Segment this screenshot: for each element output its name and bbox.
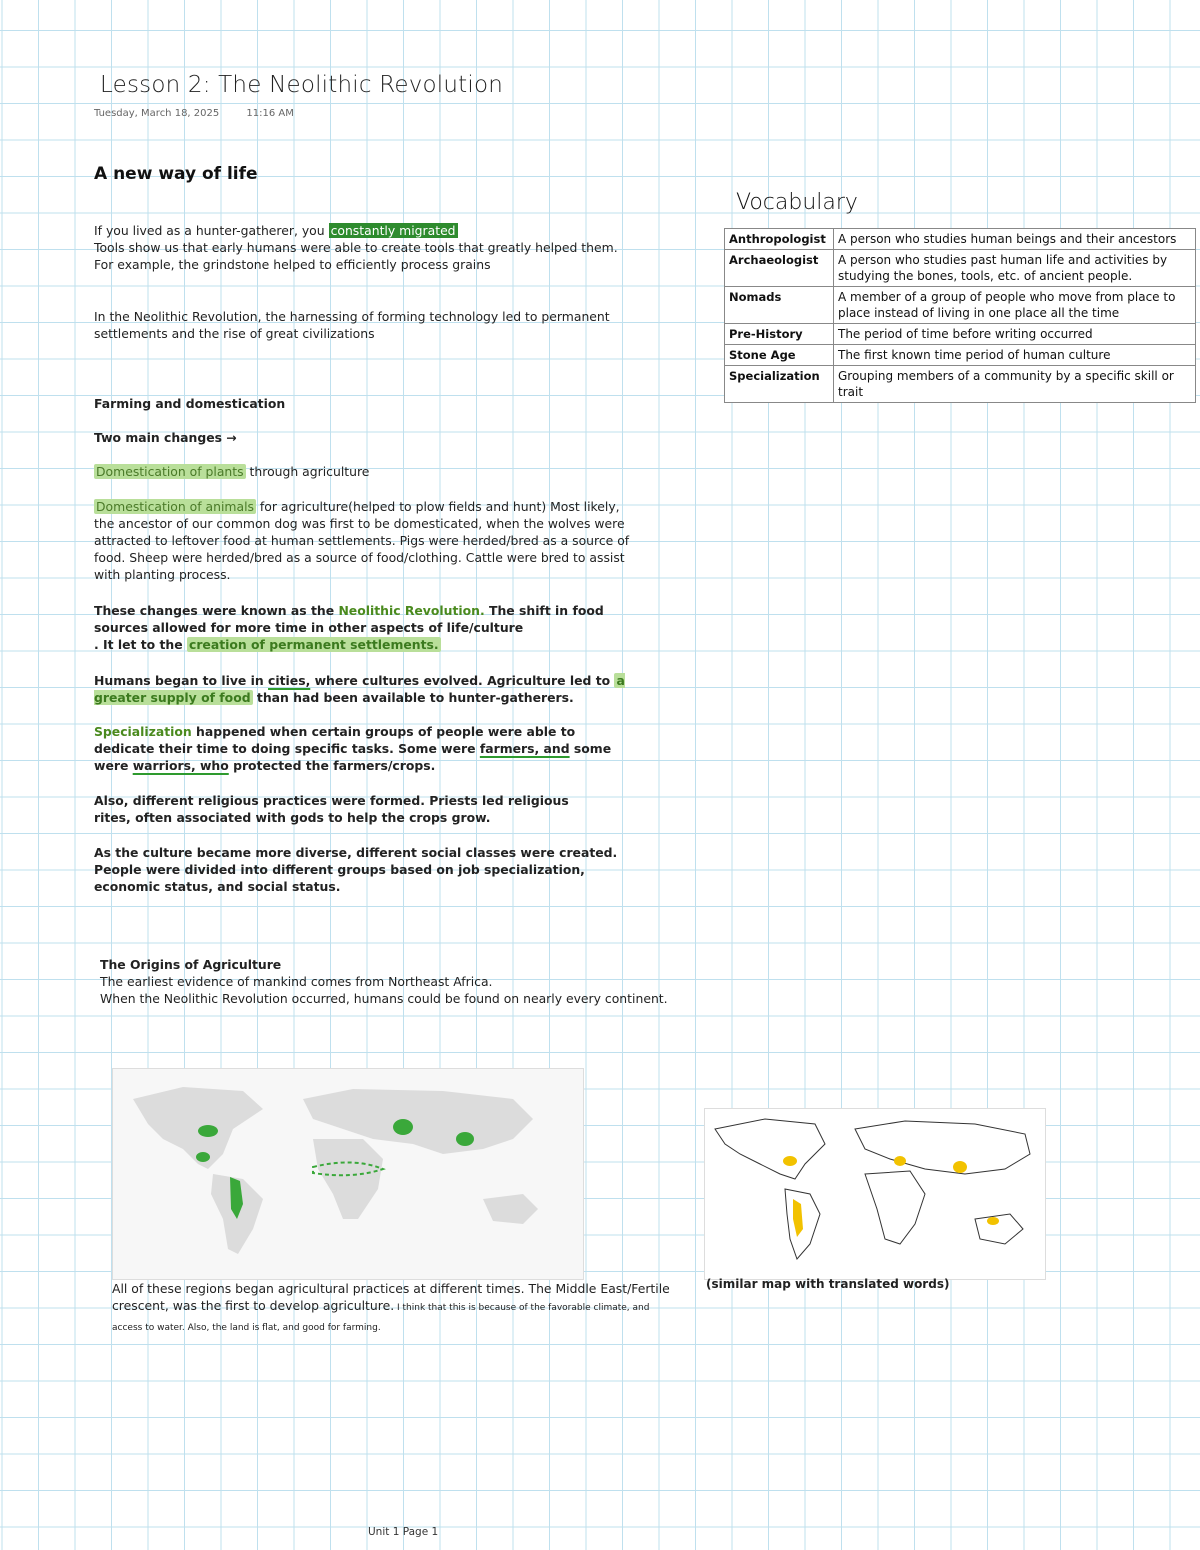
change-plants-rest: through agriculture bbox=[245, 464, 370, 479]
highlight-greater-supply: a greater supply of food bbox=[94, 673, 625, 705]
p2-b: where cultures evolved. Agriculture led to bbox=[310, 673, 615, 688]
p1-b: The shift in food sources allowed for more time in other aspects of life/culture bbox=[94, 603, 604, 635]
map-region-china bbox=[456, 1132, 474, 1146]
highlight-domestication-plants: Domestication of plants bbox=[96, 464, 244, 479]
origins-line-2: When the Neolithic Revolution occurred, humans could be found on nearly every continent. bbox=[100, 991, 668, 1006]
vocab-term: Pre-History bbox=[725, 324, 834, 345]
map-region-mesoamerica bbox=[196, 1152, 210, 1162]
cities-paragraph bbox=[94, 672, 644, 706]
intro-paragraph-2: In the Neolithic Revolution, the harnessing of forming technology led to permanent settlements and the rise of great civilizations bbox=[94, 309, 610, 341]
p2-a: Humans began to live in bbox=[94, 673, 269, 688]
p3-c: protected the farmers/crops. bbox=[228, 758, 436, 773]
change-plants bbox=[94, 463, 369, 480]
vocab-row bbox=[725, 366, 1196, 403]
cities-word: cities, bbox=[268, 673, 311, 688]
map2-region-andes bbox=[793, 1199, 803, 1237]
highlight-permanent-settlements: creation of permanent settlements. bbox=[188, 637, 439, 652]
vocab-term: Nomads bbox=[725, 287, 834, 324]
map-caption-small: I think that this is because of the favorable climate, and access to water. Also, the land is flat, and good for farming. bbox=[112, 1303, 650, 1333]
map-caption-main: All of these regions began agricultural practices at different times. The Middle East/Fertile crescent, was the first to develop agriculture. bbox=[112, 1281, 670, 1313]
origins-block bbox=[100, 956, 720, 1007]
intro-line-3: For example, the grindstone helped to efficiently process grains bbox=[94, 257, 491, 272]
vocabulary-title: Vocabulary bbox=[736, 190, 858, 215]
vocab-definition: The first known time period of human culture bbox=[834, 345, 1196, 366]
agriculture-origins-map bbox=[112, 1068, 584, 1280]
highlight-domestication-animals: Domestication of animals bbox=[96, 499, 254, 514]
vocab-term: Archaeologist bbox=[725, 250, 834, 287]
two-main-changes: Two main changes → bbox=[94, 430, 237, 445]
map2-region-north-america bbox=[783, 1156, 797, 1166]
vocabulary-table bbox=[724, 228, 1196, 403]
vocab-term: Anthropologist bbox=[725, 229, 834, 250]
map-region-north-america bbox=[198, 1125, 218, 1137]
vocab-row bbox=[725, 229, 1196, 250]
world-map-yellow-regions bbox=[705, 1109, 1045, 1279]
world-map-green-regions bbox=[113, 1069, 583, 1279]
translated-agriculture-map bbox=[704, 1108, 1046, 1280]
section-heading-new-way: A new way of life bbox=[94, 164, 258, 184]
p2-c: than had been available to hunter-gatherers. bbox=[252, 690, 574, 705]
intro-line-1 bbox=[94, 222, 654, 239]
vocab-definition: Grouping members of a community by a specific skill or trait bbox=[834, 366, 1196, 403]
p3-a: happened when certain groups of people were able to dedicate their time to doing specific tasks. Some were bbox=[94, 724, 576, 756]
p3-b: some were bbox=[94, 741, 612, 773]
neolithic-revolution-term: Neolithic Revolution. bbox=[338, 603, 485, 618]
intro-line-1-text: If you lived as a hunter-gatherer, you bbox=[94, 223, 329, 238]
warriors-word: warriors, who bbox=[132, 758, 229, 773]
p1-c: . It let to the bbox=[94, 637, 187, 652]
vocab-row bbox=[725, 250, 1196, 287]
vocab-term: Specialization bbox=[725, 366, 834, 403]
map-region-fertile-crescent bbox=[393, 1119, 413, 1135]
map-caption-right: (similar map with translated words) bbox=[706, 1277, 950, 1291]
social-classes-paragraph: As the culture became more diverse, different social classes were created. People were divided into different groups based on job specialization, economic status, and social status. bbox=[94, 845, 618, 894]
vocab-definition: A person who studies past human life and activities by studying the bones, tools, etc. of ancient people. bbox=[834, 250, 1196, 287]
map2-region-fertile-crescent bbox=[894, 1156, 906, 1166]
vocab-definition: The period of time before writing occurred bbox=[834, 324, 1196, 345]
p1-a: These changes were known as the bbox=[94, 603, 339, 618]
page-time: 11:16 AM bbox=[246, 108, 294, 119]
map-caption bbox=[112, 1280, 672, 1337]
specialization-term: Specialization bbox=[94, 724, 192, 739]
change-animals bbox=[94, 498, 639, 583]
farmers-word: farmers, and bbox=[479, 741, 570, 756]
intro-line-2: Tools show us that early humans were able to create tools that greatly helped them. bbox=[94, 240, 618, 255]
vocab-row bbox=[725, 324, 1196, 345]
vocab-row bbox=[725, 287, 1196, 324]
religion-paragraph: Also, different religious practices were formed. Priests led religious rites, often associated with gods to help the crops grow. bbox=[94, 793, 569, 825]
map2-region-china bbox=[953, 1161, 967, 1173]
page-footer: Unit 1 Page 1 bbox=[368, 1526, 439, 1538]
highlight-constantly-migrated: constantly migrated bbox=[330, 223, 456, 238]
specialization-paragraph bbox=[94, 723, 634, 774]
intro-block bbox=[94, 222, 654, 273]
origins-heading: The Origins of Agriculture bbox=[100, 957, 282, 972]
map2-region-new-guinea bbox=[987, 1217, 999, 1225]
vocab-definition: A member of a group of people who move from place to place instead of living in one place all the time bbox=[834, 287, 1196, 324]
page-date: Tuesday, March 18, 2025 bbox=[94, 108, 220, 119]
change-animals-rest: for agriculture(helped to plow fields and hunt) Most likely, the ancestor of our common dog was first to be domesticated, when the wolves were attracted to leftover food at human settlements. Pigs were herded/bred as a source of food. Sheep were herded/bred as a source of food/clothing. Cattle were bred to assist with planting process. bbox=[94, 499, 630, 582]
vocab-definition: A person who studies human beings and their ancestors bbox=[834, 229, 1196, 250]
neolithic-revolution-paragraph bbox=[94, 602, 614, 653]
page-timestamp bbox=[94, 108, 318, 119]
origins-line-1: The earliest evidence of mankind comes from Northeast Africa. bbox=[100, 974, 493, 989]
farming-heading: Farming and domestication bbox=[94, 396, 286, 411]
vocab-row bbox=[725, 345, 1196, 366]
page-title: Lesson 2: The Neolithic Revolution bbox=[100, 72, 504, 98]
vocab-term: Stone Age bbox=[725, 345, 834, 366]
